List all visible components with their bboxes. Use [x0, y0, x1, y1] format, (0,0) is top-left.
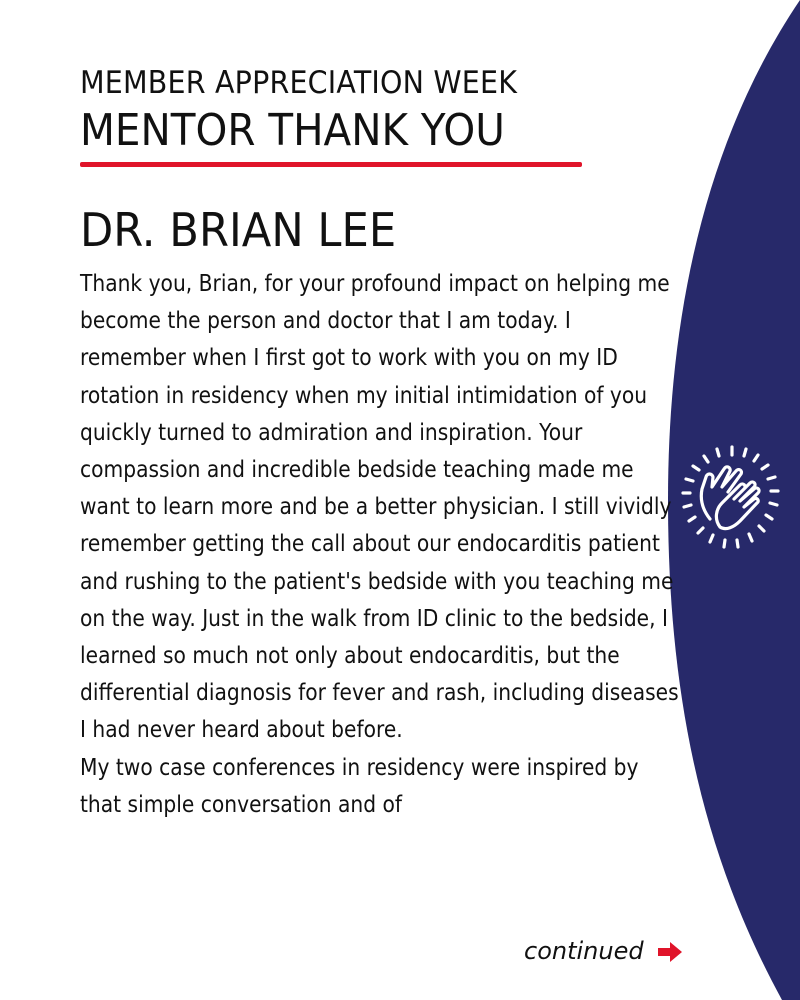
- kicker-heading: MEMBER APPRECIATION WEEK: [80, 65, 518, 101]
- continued-label: continued: [524, 937, 644, 965]
- title-underline-divider: [80, 162, 582, 167]
- clapping-hands-icon: [680, 443, 784, 553]
- message-paragraph: My two case conferences in residency were inspired by that simple conversation and of: [80, 754, 639, 818]
- message-body: [80, 266, 680, 824]
- arrow-right-icon: [657, 941, 683, 963]
- message-paragraph: Thank you, Brian, for your profound impact on helping me become the person and doctor that I am today. I remember when I first got to work with you on my ID rotation in residency when my initial intimidation of you quickly turned to admiration and inspiration. Your compassion and incredible bedside teaching made me want to learn more and be a better physician. I still vividly remember getting the call about our endocarditis patient and rushing to the patient's bedside with you teaching me on the way. Just in the walk from ID clinic to the bedside, I learned so much not only about endocarditis, but the differential diagnosis for fever and rash, including diseases I had never heard about before.: [80, 271, 679, 744]
- page-title: MENTOR THANK YOU: [80, 105, 505, 156]
- mentor-name: DR. BRIAN LEE: [80, 203, 397, 257]
